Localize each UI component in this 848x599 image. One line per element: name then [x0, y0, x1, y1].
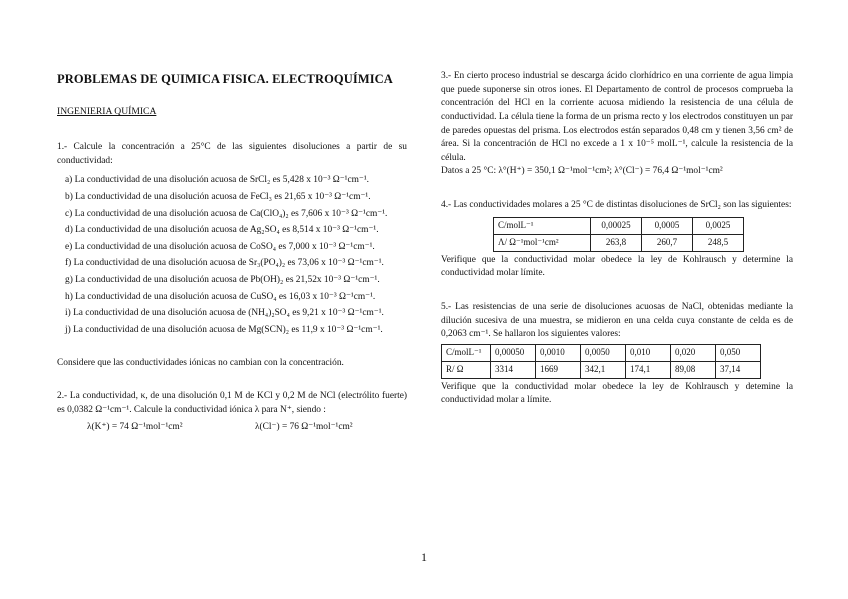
table-cell: 0,00050 — [491, 344, 536, 361]
table-cell: 37,14 — [716, 361, 761, 378]
problem-1-item-b: b) La conductividad de una disolución acuosa de FeCl₃ es 21,65 x 10⁻³ Ω⁻¹cm⁻¹. — [65, 191, 371, 202]
page-title: PROBLEMAS DE QUIMICA FISICA. ELECTROQUÍMICA — [57, 72, 393, 86]
page-subtitle: INGENIERIA QUÍMICA — [57, 106, 157, 118]
table-cell: C/molL⁻¹ — [442, 344, 491, 361]
problem-1-item-d: d) La conductividad de una disolución acuosa de Ag₂SO₄ es 8,514 x 10⁻³ Ω⁻¹cm⁻¹. — [65, 225, 379, 236]
problem-4-text: 4.- Las conductividades molares a 25 °C de distintas disoluciones de SrCl₂ son las siguientes: — [441, 200, 792, 210]
right-column — [441, 70, 793, 408]
problem-1-item-i: i) La conductividad de una disolución acuosa de (NH₄)₂SO₄ es 9,21 x 10⁻³ Ω⁻¹cm⁻¹. — [65, 308, 384, 319]
problem-1-item-f: f) La conductividad de una disolución acuosa de Sr₃(PO₄)₂ es 73,06 x 10⁻³ Ω⁻¹cm⁻¹. — [65, 258, 384, 269]
problem-4-table — [493, 217, 744, 252]
problem-4-after: Verifique que la conductividad molar obedece la ley de Kohlrausch y determine la conductividad molar límite. — [441, 254, 793, 279]
table-cell: 0,00025 — [591, 217, 642, 234]
table-cell: 0,0050 — [581, 344, 626, 361]
problem-1-intro: 1.- Calcule la concentración a 25°C de las siguientes disoluciones a partir de su conductividad: — [57, 142, 407, 166]
table-cell: R/ Ω — [442, 361, 491, 378]
problem-3-data: Datos a 25 °C: λ°(H⁺) = 350,1 Ω⁻¹mol⁻¹cm²; λ°(Cl⁻) = 76,4 Ω⁻¹mol⁻¹cm² — [441, 166, 723, 177]
problem-1-item-g: g) La conductividad de una disolución acuosa de Pb(OH)₂ es 21,52x 10⁻³ Ω⁻¹cm⁻¹. — [65, 275, 380, 286]
table-cell: 0,020 — [671, 344, 716, 361]
table-cell: 3314 — [491, 361, 536, 378]
table-cell: 248,5 — [693, 234, 744, 251]
table-cell: 0,0010 — [536, 344, 581, 361]
table-cell: 174,1 — [626, 361, 671, 378]
problem-5-text: 5.- Las resistencias de una serie de disoluciones acuosas de NaCl, obtenidas mediante la dilución sucesiva de una muestra, se midieron en una celda cuya constante de celda es de 0,2063 cm⁻¹. Se hallaron los siguientes valores: — [441, 301, 793, 340]
problem-5-after: Verifique que la conductividad molar obedece la ley de Kohlrausch y detemine la conductividad molar a límite. — [441, 381, 793, 406]
table-cell: 0,0005 — [642, 217, 693, 234]
problem-3-text: 3.- En cierto proceso industrial se descarga ácido clorhídrico en una corriente de agua limpia que puede suponerse sin otros iones. El Departamento de control de procesos comprueba la concentración del HCl en la corriente acuosa midiendo la resistencia de una célula de conductividad. La célula tiene la forma de un prisma recto y los electrodos constituyen un par de paredes opuestas del prisma. Los electrodos están separados 0,48 cm y tienen 3,56 cm² de área. Si la concentración de HCl no excede a 1 x 10⁻⁵ molL⁻¹, calcule la resistencia de la célula. — [441, 71, 793, 163]
table-row — [494, 217, 744, 234]
table-cell: 0,010 — [626, 344, 671, 361]
problem-2-text: 2.- La conductividad, κ, de una disolución 0,1 M de KCl y 0,2 M de NCl (electrólito fuerte) es 0,0382 Ω⁻¹cm⁻¹. Calcule la conductividad iónica λ para N⁺, siendo : — [57, 391, 407, 415]
problem-1-item-j: j) La conductividad de una disolución acuosa de Mg(SCN)₂ es 11,9 x 10⁻³ Ω⁻¹cm⁻¹. — [65, 324, 383, 335]
table-cell: 260,7 — [642, 234, 693, 251]
problem-5-table — [441, 344, 761, 379]
left-column — [57, 70, 407, 435]
problem-1-items — [57, 174, 407, 337]
table-row — [442, 361, 761, 378]
problem-1-item-a: a) La conductividad de una disolución acuosa de SrCl₂ es 5,428 x 10⁻³ Ω⁻¹cm⁻¹. — [65, 175, 370, 186]
problem-1-item-c: c) La conductividad de una disolución acuosa de Ca(ClO₄)₂ es 7,606 x 10⁻³ Ω⁻¹cm⁻¹. — [65, 208, 388, 219]
table-cell: 0,050 — [716, 344, 761, 361]
table-cell: 0,0025 — [693, 217, 744, 234]
table-cell: C/molL⁻¹ — [494, 217, 591, 234]
table-cell: 1669 — [536, 361, 581, 378]
table-row — [442, 344, 761, 361]
lambda-k: λ(K⁺) = 74 Ω⁻¹mol⁻¹cm² — [87, 422, 183, 433]
problem-1-note: Considere que las conductividades iónicas no cambian con la concentración. — [57, 357, 344, 368]
problem-2-lambda-values — [87, 421, 407, 435]
table-cell: Λ/ Ω⁻¹mol⁻¹cm² — [494, 234, 591, 251]
page-number: 1 — [421, 550, 427, 564]
table-row — [494, 234, 744, 251]
table-cell: 89,08 — [671, 361, 716, 378]
table-cell: 263,8 — [591, 234, 642, 251]
problem-1-item-h: h) La conductividad de una disolución acuosa de CuSO₄ es 16,03 x 10⁻³ Ω⁻¹cm⁻¹. — [65, 291, 376, 302]
problem-1-item-e: e) La conductividad de una disolución acuosa de CoSO₄ es 7,000 x 10⁻³ Ω⁻¹cm⁻¹. — [65, 241, 375, 252]
lambda-cl: λ(Cl⁻) = 76 Ω⁻¹mol⁻¹cm² — [255, 422, 353, 433]
table-cell: 342,1 — [581, 361, 626, 378]
